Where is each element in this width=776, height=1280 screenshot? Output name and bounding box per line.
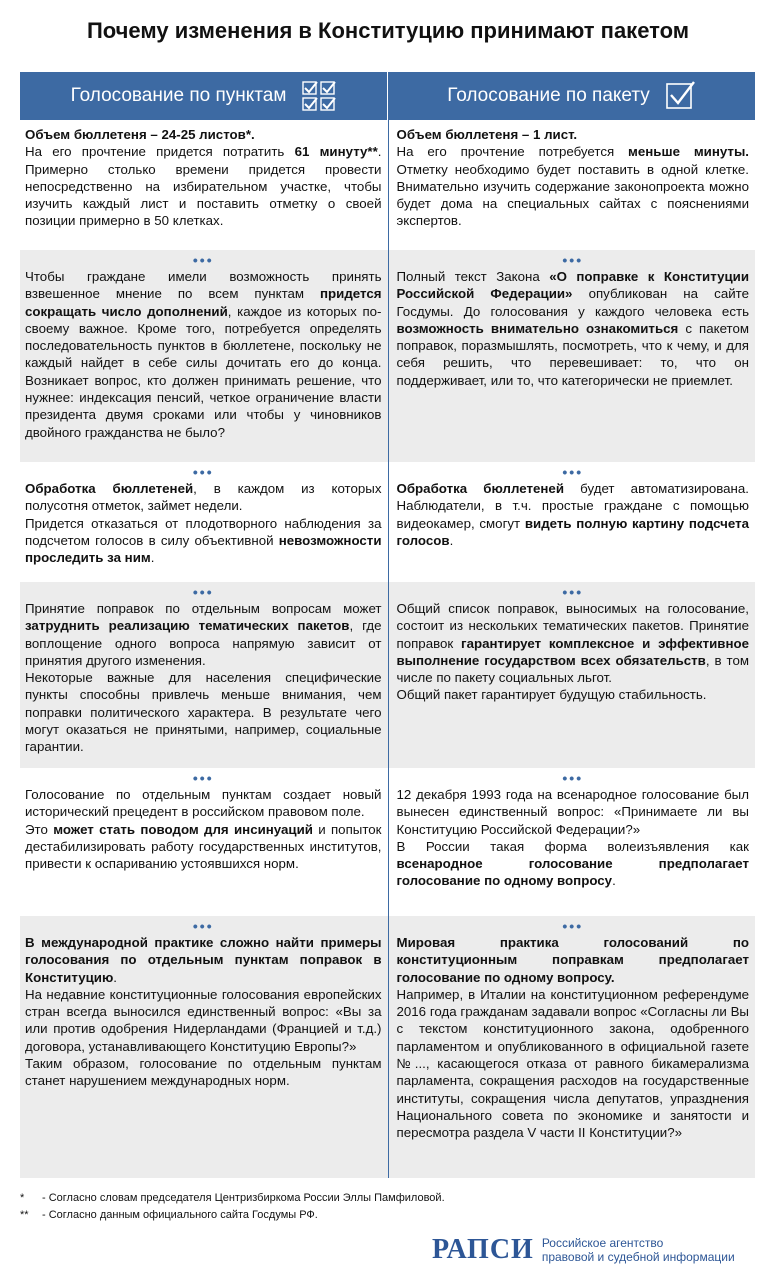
text: Это — [25, 821, 54, 837]
bold-text: видеть полную картину подсчета голосов — [396, 515, 749, 548]
text: , где воплощение одного вопроса напрямую зависит от принятия другого изменения. — [25, 618, 382, 668]
paragraph — [397, 838, 750, 890]
text: . — [113, 969, 117, 985]
bold-text: невозможности проследить за ним — [25, 532, 382, 566]
paragraph — [25, 268, 382, 441]
cell-left — [20, 250, 388, 462]
text: . — [150, 550, 155, 566]
bold-text: гарантирует комплексное и эффективное выполнение государством всех обязательств — [396, 635, 749, 668]
separator-dots: ••• — [562, 918, 584, 934]
logo-line-2: правовой и судебной информации — [541, 1250, 735, 1264]
paragraph — [397, 126, 750, 143]
text: 12 декабря 1993 года на всенародное голосование был вынесен единственный вопрос: «Принимаете ли вы Конституцию Российской Федерации?» — [396, 787, 749, 837]
cell-left — [20, 120, 388, 250]
text: Чтобы граждане имели возможность принять взвешенное мнение по всем пунктам — [25, 269, 382, 302]
paragraph — [25, 986, 382, 1055]
bold-text: затруднить реализацию тематических пакетов — [25, 618, 350, 634]
paragraph — [397, 480, 750, 549]
table-row — [20, 768, 755, 916]
paragraph — [25, 480, 382, 515]
page-title: Почему изменения в Конституцию принимают пакетом — [86, 18, 690, 43]
rapsi-logo — [432, 1234, 735, 1266]
header-left — [20, 72, 387, 120]
paragraph — [397, 786, 750, 838]
text: Некоторые важные для населения специфические пункты способны привлечь меньше внимания, чем поправки политического характера. В результате чего могут оказаться не принятыми, например, социальные гарантии. — [25, 670, 382, 755]
separator-dots: ••• — [192, 252, 214, 268]
bold-text: Объем бюллетеня – 24-25 листов*. — [25, 127, 255, 142]
footnotes — [20, 1190, 445, 1224]
bold-text: меньше минуты. — [628, 144, 749, 160]
text: На его прочтение придется потратить — [25, 144, 295, 160]
footnote-mark: ** — [20, 1209, 29, 1221]
cell-left — [20, 916, 388, 1178]
text: , в том числе по пакету социальных льгот. — [396, 652, 749, 686]
text: Таким образом, голосование по отдельным пунктам станет нарушением международных норм. — [25, 1055, 382, 1089]
separator-dots: ••• — [192, 918, 214, 934]
table-row — [20, 462, 755, 582]
text: и попыток дестабилизировать работу государственных институтов, привести к оспариванию устоявшихся норм. — [25, 821, 382, 872]
header-left-label: Голосование по пунктам — [70, 85, 287, 106]
paragraph — [25, 786, 382, 821]
logo-line-1: Российское агентство — [541, 1236, 664, 1250]
paragraph — [25, 600, 382, 669]
bold-text: Обработка бюллетеней — [25, 481, 194, 496]
header-right — [387, 72, 755, 120]
cell-right — [388, 768, 756, 916]
logo-mark: РАПСИ — [432, 1234, 534, 1265]
comparison-table — [20, 72, 755, 1178]
text: Общий пакет гарантирует будущую стабильность. — [396, 687, 707, 703]
text: . — [612, 873, 616, 889]
separator-dots: ••• — [562, 252, 584, 268]
paragraph — [25, 126, 382, 143]
text: . Примерно столько времени придется провести непосредственно на избирательном участке, чтобы изучить каждый лист и поставить отметку о своей позиции примерно в 50 клетках. — [25, 144, 382, 229]
paragraph — [25, 821, 382, 873]
paragraph — [397, 934, 750, 986]
footnote-text: - Согласно словам председателя Центризбиркома России Эллы Памфиловой. — [42, 1192, 445, 1204]
checkbox-icon — [666, 81, 696, 111]
bold-text: «О поправке к Конституции Российской Федерации» — [396, 269, 749, 302]
table-header — [20, 72, 755, 120]
table-row — [20, 916, 755, 1178]
cell-left — [20, 462, 388, 582]
text: Например, в Италии на конституционном референдуме 2016 года гражданам задавали вопрос «Согласны ли Вы с текстом конституционного закона, одобренного парламентом и опубликованного в официальной газете №..., касающегося отказа от равного бикамерализма парламента, сокращения расходов на государственные институты, сокращения числа депутатов, упразднения Национального совета по экономике и занятости и пересмотра раздела V части II Конституции?» — [396, 986, 749, 1141]
separator-dots: ••• — [562, 584, 584, 600]
paragraph — [25, 1055, 382, 1090]
bold-text: Объем бюллетеня – 1 лист. — [396, 127, 578, 142]
cell-right — [388, 916, 756, 1178]
logo-text — [542, 1236, 735, 1264]
footnote-mark: * — [20, 1192, 25, 1204]
bold-text: Мировая практика голосований по конституционным поправкам предполагает голосование по одному вопросу. — [396, 935, 749, 985]
bold-text: В международной практике сложно найти примеры голосования по отдельным пунктам поправок в Конституцию — [25, 935, 382, 985]
cell-left — [20, 582, 388, 768]
header-right-label: Голосование по пакету — [447, 85, 650, 106]
paragraph — [397, 600, 750, 686]
text: Принятие поправок по отдельным вопросам может — [25, 601, 382, 616]
separator-dots: ••• — [562, 770, 584, 786]
text: Голосование по отдельным пунктам создает новый исторический прецедент в российском правовом поле. — [25, 787, 382, 820]
text: . — [449, 532, 454, 548]
text: Придется отказаться от плодотворного наблюдения за подсчетом голосов в силу объективной — [25, 515, 382, 548]
text: На его прочтение потребуется — [396, 144, 629, 160]
text: На недавние конституционные голосования европейских стран всегда выносился единственный вопрос: «Вы за или против одобрения Нидерландами (Францией и т.д.) договора, устанавливающего Конституцию Европы?» — [25, 986, 382, 1054]
cell-right — [388, 250, 756, 462]
text: Отметку необходимо будет поставить в одной клетке. Внимательно изучить содержание законопроекта можно будет дома на специальных сайтах с пояснениями экспертов. — [396, 161, 749, 229]
separator-dots: ••• — [192, 464, 214, 480]
table-body — [20, 120, 755, 1178]
bold-text: возможность внимательно ознакомиться — [396, 320, 679, 336]
footnote — [20, 1190, 445, 1207]
text: Общий список поправок, выносимых на голосование, состоит из нескольких тематических пакетов. Принятие поправок — [396, 601, 749, 651]
footnote-text: - Согласно данным официального сайта Госдумы РФ. — [42, 1209, 318, 1221]
text: , в каждом из которых полусотня отметок, займет недели. — [25, 481, 382, 514]
cell-right — [388, 462, 756, 582]
paragraph — [397, 268, 750, 389]
paragraph — [25, 143, 382, 229]
bold-text: всенародное голосование предполагает голосование по одному вопросу — [396, 856, 749, 889]
table-row — [20, 582, 755, 768]
cell-left — [20, 768, 388, 916]
paragraph — [397, 686, 750, 703]
text: В России такая форма волеизъявления как — [396, 838, 749, 854]
footnote — [20, 1207, 445, 1224]
bold-text: 61 минуту** — [294, 144, 378, 160]
text: с пакетом поправок, поразмышлять, посмотреть, что к чему, и для себя решить, что перевешивает: то, что он поддерживает, или то, что категорически не приемлет. — [396, 320, 749, 388]
text: Полный текст Закона — [396, 269, 550, 284]
multi-checkbox-icon — [302, 81, 336, 111]
table-row — [20, 250, 755, 462]
bold-text: придется сокращать число дополнений — [25, 286, 382, 319]
paragraph — [397, 986, 750, 1142]
text: опубликован на сайте Госдумы. До голосования у каждого человека есть — [396, 286, 749, 319]
separator-dots: ••• — [192, 584, 214, 600]
paragraph — [397, 143, 750, 229]
cell-right — [388, 120, 756, 250]
separator-dots: ••• — [562, 464, 584, 480]
bold-text: может стать поводом для инсинуаций — [53, 821, 313, 837]
paragraph — [25, 515, 382, 567]
bold-text: Обработка бюллетеней — [396, 481, 564, 496]
text: будет автоматизирована. Наблюдатели, в т.ч. простые граждане с помощью видеокамер, смогут — [396, 481, 749, 531]
text: , каждое из которых по-своему важное. Кроме того, потребуется определять последовательность пунктов в бюллетене, поскольку не каждый найдет в себе силы дочитать его до конца. Возникает вопрос, кто должен принимать решение, что нужнее: индексация пенсий, четкое ограничение власти президента двумя сроками или чтобы у чиновников двойного гражданства не было? — [25, 303, 382, 440]
paragraph — [25, 669, 382, 755]
cell-right — [388, 582, 756, 768]
separator-dots: ••• — [192, 770, 214, 786]
table-row — [20, 120, 755, 250]
paragraph — [25, 934, 382, 986]
